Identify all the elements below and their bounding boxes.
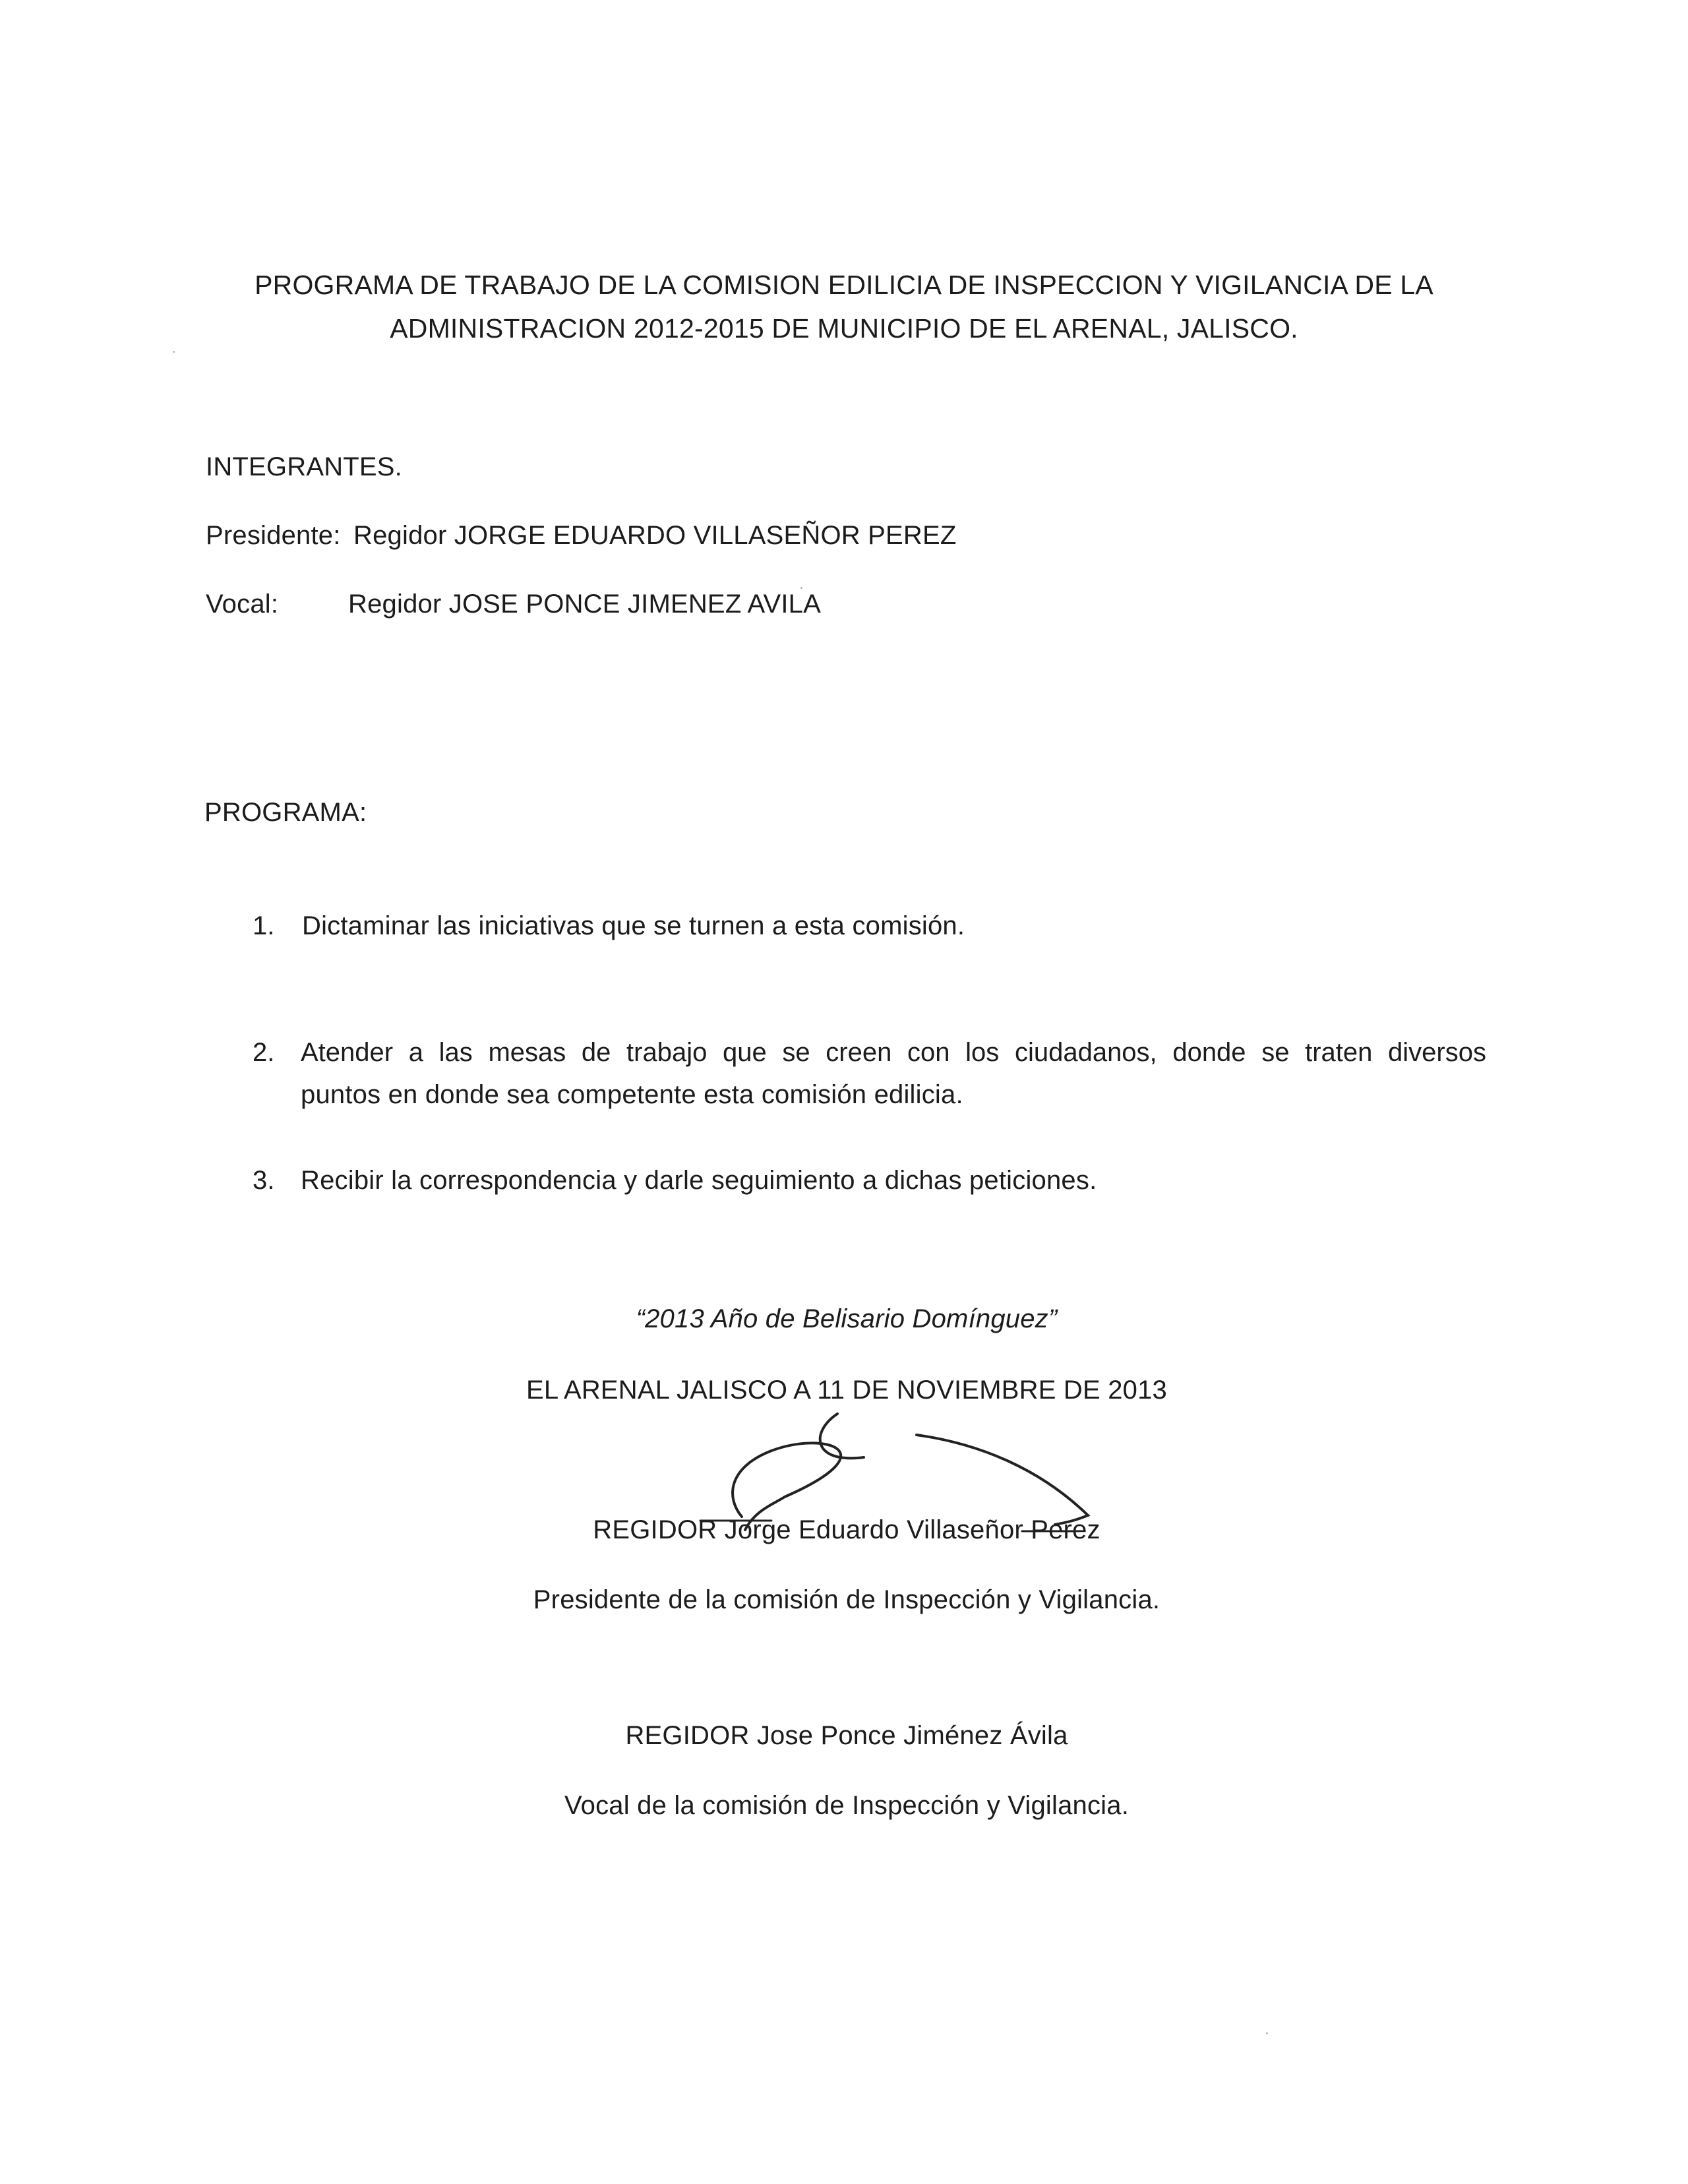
signatory-name: REGIDOR Jose Ponce Jiménez Ávila: [625, 1721, 1068, 1750]
vocal-name: Regidor JOSE PONCE JIMENEZ AVILA: [348, 590, 821, 619]
presidente-name: Regidor JORGE EDUARDO VILLASEÑOR PEREZ: [353, 521, 957, 550]
presidente-label: Presidente:: [206, 521, 341, 550]
signatory-role: Presidente de la comisión de Inspección y Vigilancia.: [533, 1585, 1160, 1614]
scan-speck: [173, 351, 175, 353]
document-title-line-2: ADMINISTRACION 2012-2015 DE MUNICIPIO DE EL ARENAL, JALISCO.: [390, 313, 1298, 344]
program-item-text: Atender a las mesas de trabajo que se creen con los ciudadanos, donde se traten diversos: [301, 1038, 1486, 1067]
program-item-number: 3.: [253, 1166, 275, 1195]
integrantes-heading: INTEGRANTES.: [206, 452, 402, 481]
scan-speck: [800, 587, 802, 589]
signatory-name: REGIDOR Jorge Eduardo Villaseñor Perez: [593, 1515, 1100, 1544]
program-item-number: 1.: [253, 911, 275, 940]
program-item-text-continued: puntos en donde sea competente esta comisión edilicia.: [301, 1080, 963, 1109]
program-item-text: Dictaminar las iniciativas que se turnen a esta comisión.: [302, 911, 965, 940]
place-date: EL ARENAL JALISCO A 11 DE NOVIEMBRE DE 2013: [526, 1376, 1167, 1405]
scan-speck: [1266, 2032, 1268, 2034]
motto: “2013 Año de Belisario Domínguez”: [636, 1304, 1058, 1333]
vocal-label: Vocal:: [206, 590, 279, 619]
document-title-line-1: PROGRAMA DE TRABAJO DE LA COMISION EDILICIA DE INSPECCION Y VIGILANCIA DE LA: [255, 270, 1433, 300]
programa-heading: PROGRAMA:: [204, 798, 367, 827]
program-item-number: 2.: [253, 1038, 275, 1067]
program-item-text: Recibir la correspondencia y darle seguimiento a dichas peticiones.: [301, 1166, 1097, 1195]
signatory-role: Vocal de la comisión de Inspección y Vigilancia.: [564, 1791, 1130, 1820]
